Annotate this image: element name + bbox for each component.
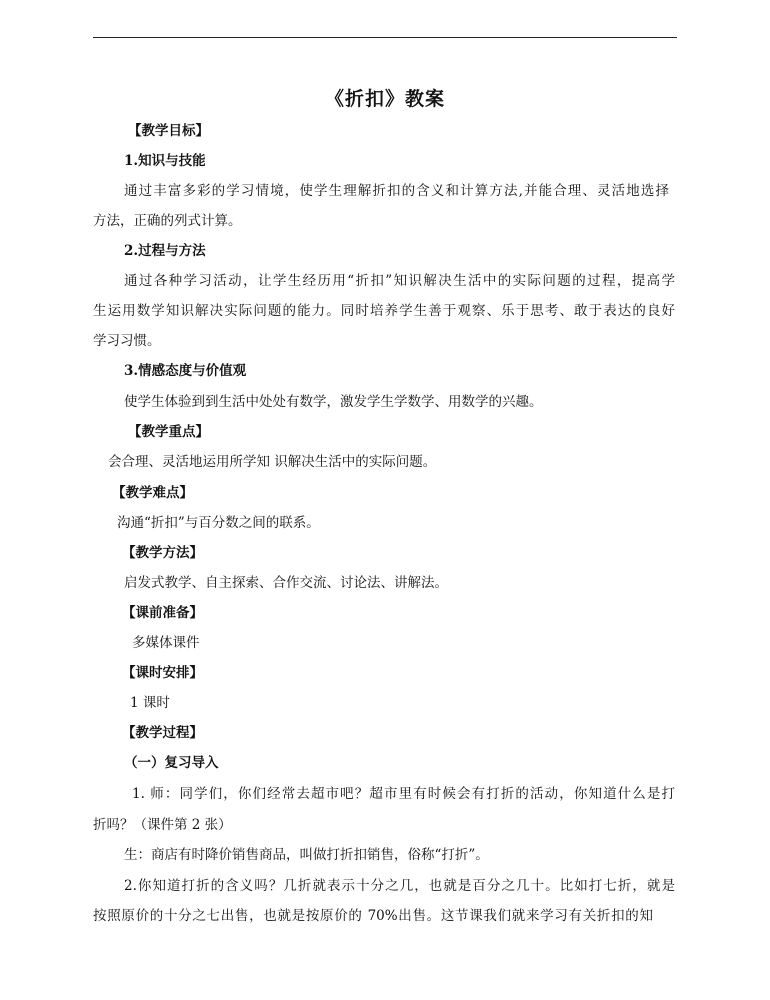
paragraph2: 生：商店有时降价销售商品，叫做打折扣销售，俗称“打折”。 [124, 847, 489, 863]
goal3-heading: 3.情感态度与价值观 [124, 363, 247, 379]
hours-text: 1 课时 [130, 695, 170, 711]
process-heading: 【教学过程】 [122, 725, 203, 741]
paragraph3-line1: 2.你知道打折的含义吗？几折就表示十分之几，也就是百分之几十。比如打七折，就是 [124, 878, 675, 894]
goal1-line2: 方法，正确的列式计算。 [93, 213, 242, 229]
goal2-line2: 生运用数学知识解决实际问题的能力。同时培养学生善于观察、乐于思考、敢于表达的良好 [93, 303, 675, 319]
paragraph1-line1: 1. 师：同学们，你们经常去超市吧？超市里有时候会有打折的活动，你知道什么是打 [132, 786, 675, 802]
goal3-line1: 使学生体验到到生活中处处有数学，激发学生学数学、用数学的兴趣。 [124, 394, 543, 410]
goals-heading: 【教学目标】 [128, 123, 209, 139]
review-heading: （一）复习导入 [124, 755, 219, 771]
difficulty-text: 沟通“折扣”与百分数之间的联系。 [117, 515, 320, 531]
goal1-heading: 1.知识与技能 [124, 153, 206, 169]
paragraph3-line2: 按照原价的十分之七出售，也就是按原价的 70%出售。这节课我们就来学习有关折扣的知 [93, 908, 653, 924]
prep-text: 多媒体课件 [132, 635, 200, 651]
prep-heading: 【课前准备】 [122, 605, 203, 621]
goal1-line1: 通过丰富多彩的学习情境，使学生理解折扣的含义和计算方法,并能合理、灵活地选择 [124, 183, 669, 199]
method-text: 启发式教学、自主探索、合作交流、讨论法、讲解法。 [124, 575, 448, 591]
goal2-line3: 学习习惯。 [93, 333, 161, 349]
difficulty-heading: 【教学难点】 [112, 485, 193, 501]
key-heading: 【教学重点】 [128, 424, 209, 440]
header-rule [93, 37, 677, 38]
goal2-heading: 2.过程与方法 [124, 243, 206, 259]
goal2-line1: 通过各种学习活动，让学生经历用“折扣”知识解决生活中的实际问题的过程，提高学 [124, 273, 675, 289]
key-text: 会合理、灵活地运用所学知 识解决生活中的实际问题。 [108, 454, 437, 470]
document-title: 《折扣》教案 [324, 88, 445, 110]
method-heading: 【教学方法】 [122, 545, 203, 561]
paragraph1-line2: 折吗？（课件第 2 张） [93, 817, 232, 833]
hours-heading: 【课时安排】 [122, 665, 203, 681]
